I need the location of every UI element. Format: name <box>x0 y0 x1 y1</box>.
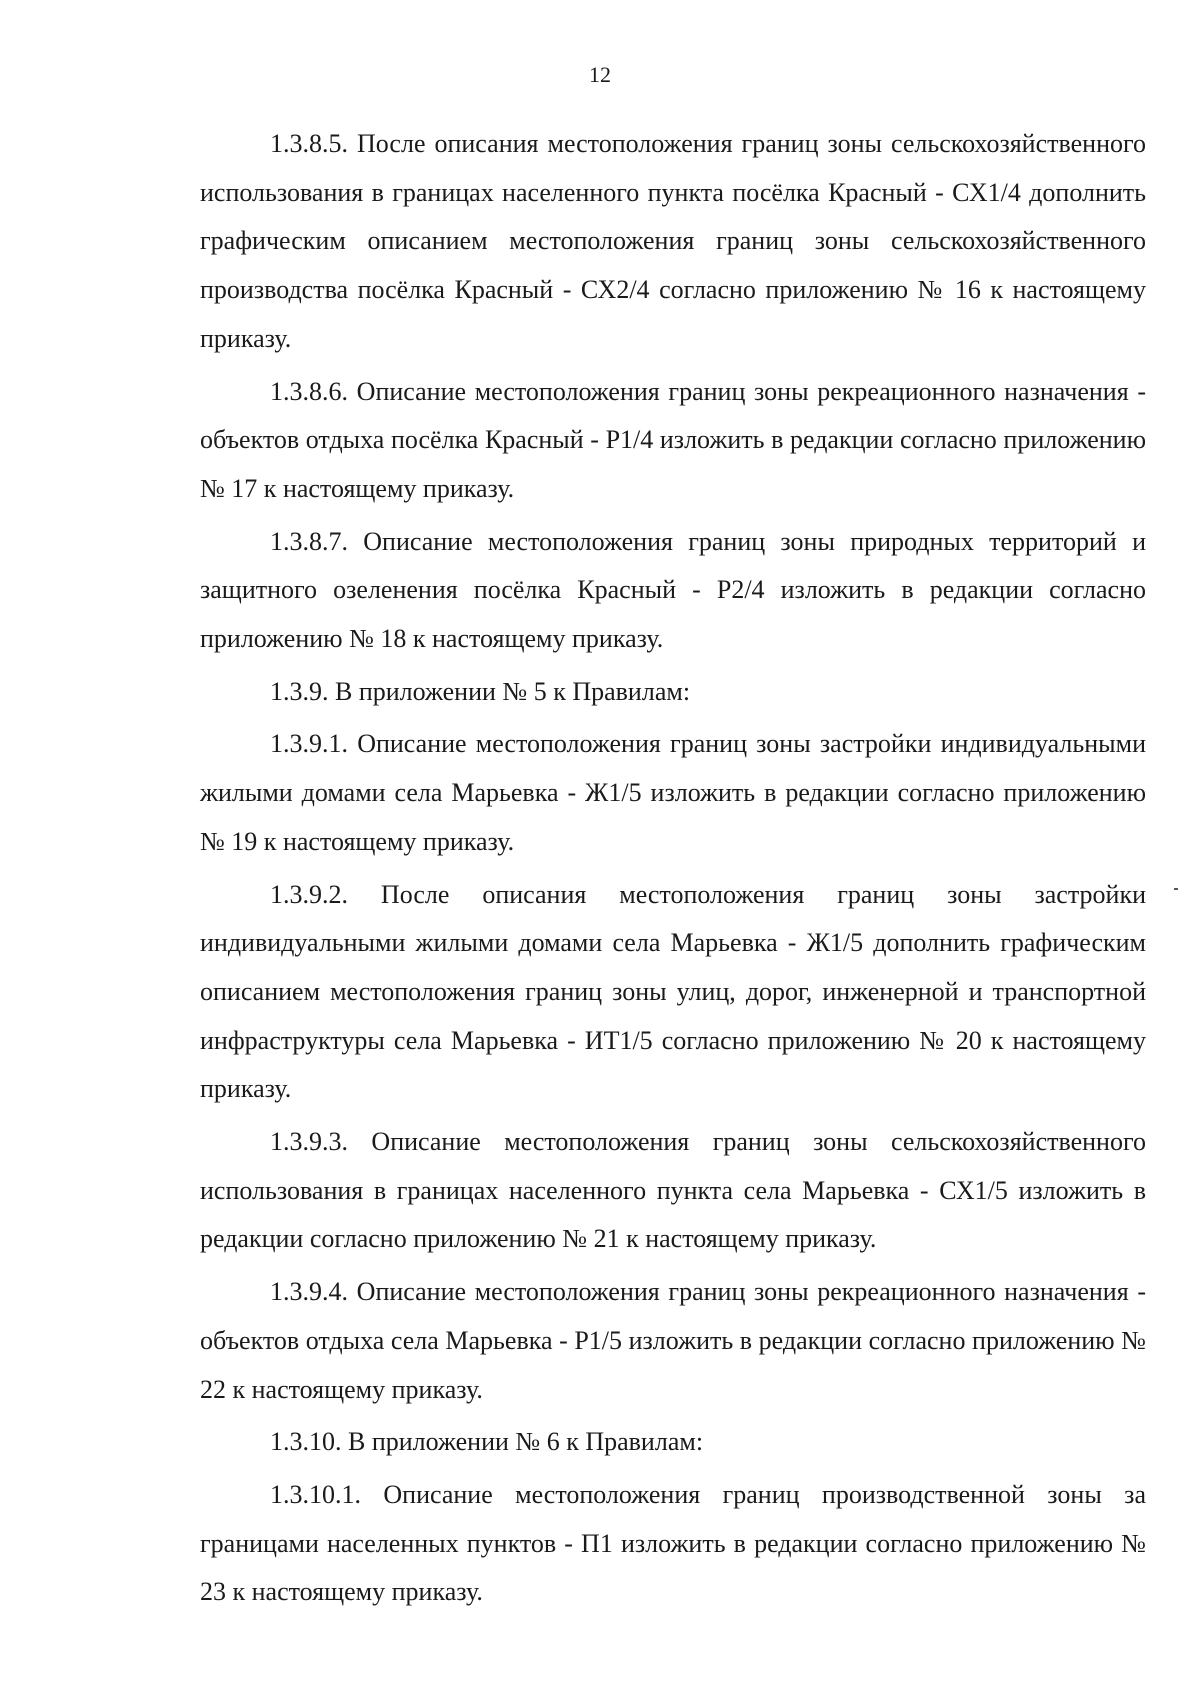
paragraph-1-3-9-1: 1.3.9.1. Описание местоположения границ зоны застройки индивидуальными жилыми домами села Марьевка - Ж1/5 изложить в редакции согласно приложению № 19 к настоящему приказу. <box>200 729 1146 856</box>
paragraph-1-3-9: 1.3.9. В приложении № 5 к Правилам: <box>270 676 691 706</box>
paragraph-1-3-9-4: 1.3.9.4. Описание местоположения границ зоны рекреационного назначения - объектов отдыха села Марьевка - Р1/5 изложить в редакции согласно приложению № 22 к настоящему приказу. <box>200 1277 1146 1404</box>
paragraph-1-3-10: 1.3.10. В приложении № 6 к Правилам: <box>270 1427 704 1457</box>
paragraph-1-3-8-6: 1.3.8.6. Описание местоположения границ зоны рекреационного назначения - объектов отдыха посёлка Красный - Р1/4 изложить в редакции согласно приложению № 17 к настоящему приказу. <box>200 376 1146 503</box>
paragraph-1-3-10-1: 1.3.10.1. Описание местоположения границ производственной зоны за границами населенных пунктов - П1 изложить в редакции согласно приложению № 23 к настоящему приказу. <box>200 1479 1146 1607</box>
paragraph-1-3-8-7: 1.3.8.7. Описание местоположения границ зоны природных территорий и защитного озеленения посёлка Красный - Р2/4 изложить в редакции согласно приложению № 18 к настоящему приказу. <box>200 526 1146 654</box>
document-body <box>200 120 1146 1621</box>
paragraph-1-3-8-5: 1.3.8.5. После описания местоположения границ зоны сельскохозяйственного использования в границах населенного пункта посёлка Красный - СХ1/4 дополнить графическим описанием местоположения границ зоны сельскохозяйственного производства посёлка Красный - СХ2/4 согласно приложению № 16 к настоящему приказу. <box>200 129 1146 353</box>
scan-speck <box>1174 888 1178 890</box>
paragraph-1-3-9-3: 1.3.9.3. Описание местоположения границ зоны сельскохозяйственного использования в границах населенного пункта села Марьевка - СХ1/5 изложить в редакции согласно приложению № 21 к настоящему приказу. <box>200 1127 1146 1254</box>
page-number: 12 <box>589 62 611 87</box>
paragraph-1-3-9-2: 1.3.9.2. После описания местоположения границ зоны застройки индивидуальными жилыми домами села Марьевка - Ж1/5 дополнить графическим описанием местоположения границ зоны улиц, дорог, инженерной и транспортной инфраструктуры села Марьевка - ИТ1/5 согласно приложению № 20 к настоящему приказу. <box>200 879 1146 1104</box>
